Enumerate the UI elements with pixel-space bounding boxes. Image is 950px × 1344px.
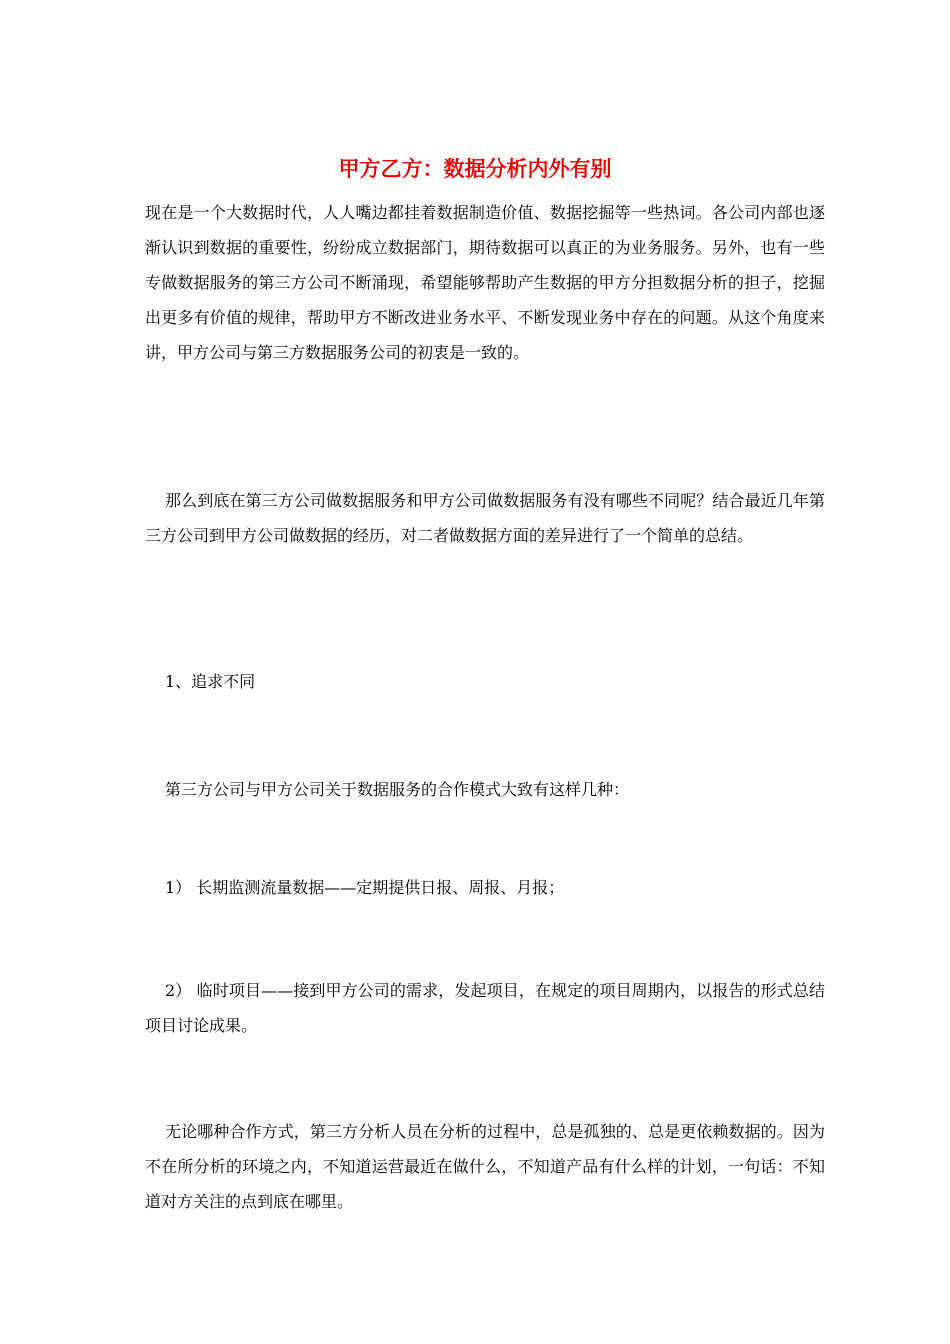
- section-heading-pursuit: 1、追求不同: [165, 672, 256, 691]
- paragraph-intro: 现在是一个大数据时代，人人嘴边都挂着数据制造价值、数据挖掘等一些热词。各公司内部也逐渐认识到数据的重要性，纷纷成立数据部门，期待数据可以真正的为业务服务。另外，也有一些专做数据服务的第三方公司不断涌现，希望能够帮助产生数据的甲方分担数据分析的担子，挖掘出更多有价值的规律，帮助甲方不断改进业务水平、不断发现业务中存在的问题。从这个角度来讲，甲方公司与第三方数据服务公司的初衷是一致的。: [145, 203, 825, 362]
- paragraph-cooperation-modes: 第三方公司与甲方公司关于数据服务的合作模式大致有这样几种：: [165, 780, 630, 799]
- document-title: 甲方乙方：数据分析内外有别: [338, 156, 612, 181]
- paragraph-question: 那么到底在第三方公司做数据服务和甲方公司做数据服务有没有哪些不同呢？结合最近几年第三方公司到甲方公司做数据的经历，对二者做数据方面的差异进行了一个简单的总结。: [145, 491, 825, 545]
- list-item-temporary-project: 2） 临时项目——接到甲方公司的需求，发起项目，在规定的项目周期内，以报告的形式总结项目讨论成果。: [145, 981, 825, 1035]
- paragraph-analyst-isolation: 无论哪种合作方式，第三方分析人员在分析的过程中，总是孤独的、总是更依赖数据的。因为不在所分析的环境之内，不知道运营最近在做什么，不知道产品有什么样的计划，一句话：不知道对方关注的点到底在哪里。: [145, 1122, 825, 1211]
- list-item-long-term: 1） 长期监测流量数据——定期提供日报、周报、月报；: [165, 878, 565, 897]
